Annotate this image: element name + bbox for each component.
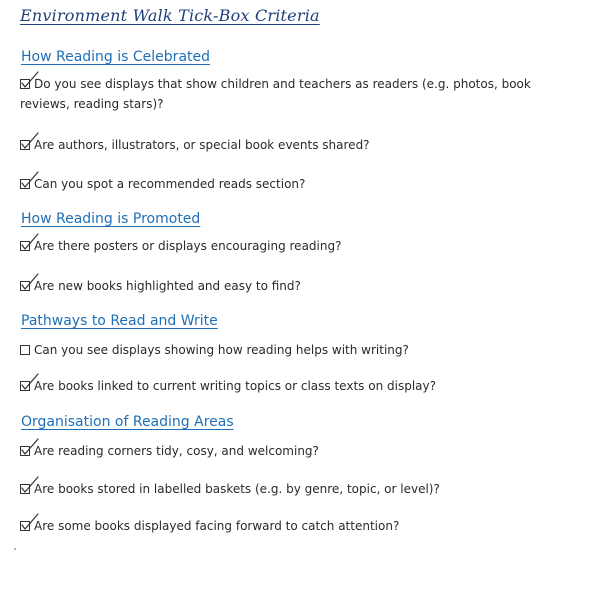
criteria-item[interactable] <box>20 516 580 536</box>
checkbox[interactable] <box>20 381 30 391</box>
criteria-item[interactable] <box>20 276 580 296</box>
criteria-text: Are new books highlighted and easy to find? <box>34 279 301 293</box>
criteria-text: Do you see displays that show children and teachers as readers (e.g. photos, book reviews, reading stars)? <box>20 77 531 111</box>
tick-mark-icon <box>20 475 44 495</box>
section-heading-pathways: Pathways to Read and Write <box>21 313 218 329</box>
checkbox[interactable] <box>20 140 30 150</box>
criteria-item[interactable] <box>20 236 580 256</box>
tick-mark-icon <box>20 70 44 90</box>
criteria-text: Can you spot a recommended reads section? <box>34 177 306 191</box>
checkbox[interactable] <box>20 241 30 251</box>
criteria-item[interactable] <box>20 174 580 194</box>
tick-mark-icon <box>20 372 44 392</box>
criteria-text: Are some books displayed facing forward to catch attention? <box>34 519 400 533</box>
criteria-text: Are reading corners tidy, cosy, and welcoming? <box>34 444 319 458</box>
criteria-text: Are books linked to current writing topics or class texts on display? <box>34 379 436 393</box>
tick-mark-icon <box>20 232 44 252</box>
section-heading-celebrated: How Reading is Celebrated <box>21 49 211 65</box>
section-heading-promoted: How Reading is Promoted <box>21 211 201 227</box>
criteria-item[interactable] <box>20 135 580 155</box>
stray-dot <box>14 548 16 550</box>
checkbox[interactable] <box>20 281 30 291</box>
criteria-text: Can you see displays showing how reading helps with writing? <box>34 343 409 357</box>
page-title: Environment Walk Tick-Box Criteria <box>20 6 320 25</box>
criteria-item[interactable] <box>20 376 580 396</box>
checkbox[interactable] <box>20 446 30 456</box>
criteria-text: Are there posters or displays encouraging reading? <box>34 239 342 253</box>
tick-mark-icon <box>20 272 44 292</box>
criteria-text: Are authors, illustrators, or special book events shared? <box>34 138 370 152</box>
checkbox[interactable] <box>20 79 30 89</box>
checkbox[interactable] <box>20 484 30 494</box>
checkbox[interactable] <box>20 521 30 531</box>
tick-mark-icon <box>20 437 44 457</box>
checkbox[interactable] <box>20 179 30 189</box>
tick-mark-icon <box>20 170 44 190</box>
section-heading-organisation: Organisation of Reading Areas <box>21 414 234 430</box>
tick-mark-icon <box>20 131 44 151</box>
criteria-item[interactable] <box>20 479 580 499</box>
criteria-item[interactable] <box>20 74 580 114</box>
criteria-item[interactable] <box>20 441 580 461</box>
criteria-text: Are books stored in labelled baskets (e.g. by genre, topic, or level)? <box>34 482 440 496</box>
tick-mark-icon <box>20 512 44 532</box>
criteria-item[interactable] <box>20 340 580 360</box>
checkbox[interactable] <box>20 345 30 355</box>
